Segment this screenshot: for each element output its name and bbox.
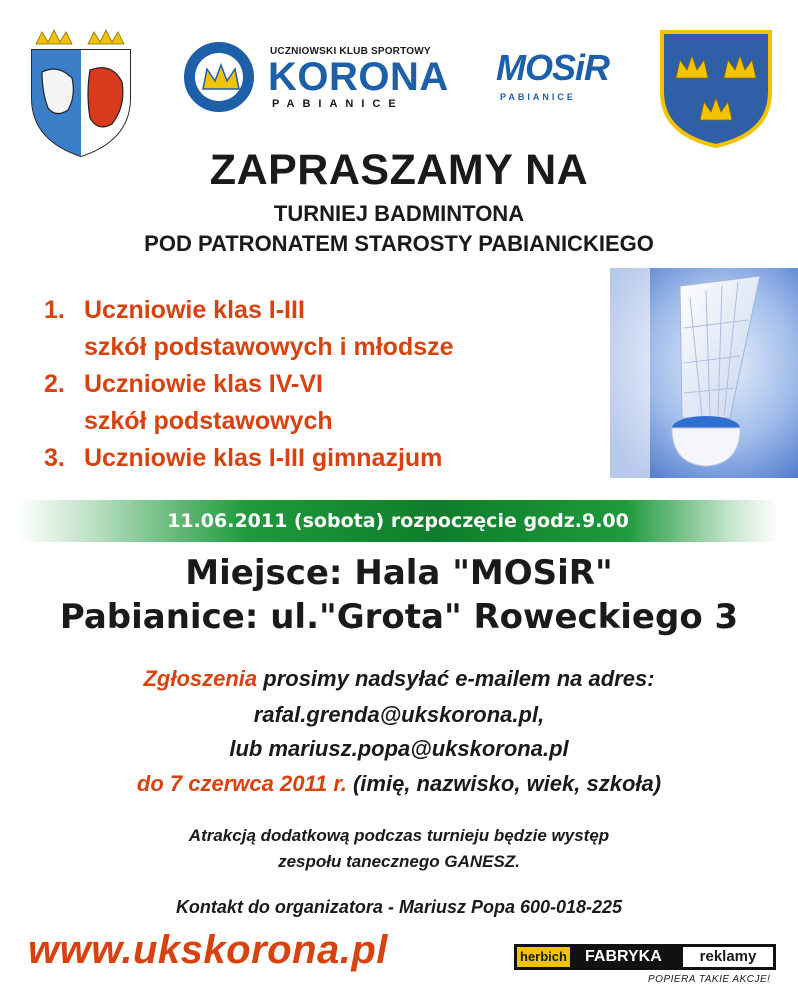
mosir-city: PABIANICE	[500, 92, 576, 102]
event-date-time: 11.06.2011 (sobota) rozpoczęcie godz.9.00	[167, 510, 629, 532]
event-title: TURNIEJ BADMINTONA	[273, 201, 525, 226]
mosir-logo	[496, 46, 620, 110]
date-banner	[18, 500, 778, 542]
category-2-line-1: 2. Uczniowie klas IV-VI	[44, 370, 323, 398]
three-crowns-coat-of-arms	[660, 30, 772, 148]
mosir-name: MOSiR	[496, 47, 610, 88]
fabryka-reklamy-logo	[514, 944, 776, 970]
korona-city: PABIANICE	[272, 98, 404, 110]
pabianice-county-coat-of-arms	[28, 28, 134, 158]
venue-hall: Miejsce: Hala "MOSiR"	[185, 553, 613, 593]
registration-deadline: do 7 czerwca 2011 r. (imię, nazwisko, wiek, szkoła)	[136, 771, 662, 796]
korona-logo	[184, 42, 460, 112]
category-2-line-2: szkół podstawowych	[84, 407, 333, 435]
sponsor-tagline: POPIERA TAKIE AKCJE!	[648, 974, 771, 985]
attraction-line-1: Atrakcją dodatkową podczas turnieju będzie występ	[188, 826, 610, 845]
registration-email-2[interactable]: lub mariusz.popa@ukskorona.pl	[229, 736, 569, 761]
organizer-contact: Kontakt do organizatora - Mariusz Popa 600-018-225	[175, 897, 623, 917]
category-1-line-2: szkół podstawowych i młodsze	[84, 333, 454, 361]
korona-club-type: UCZNIOWSKI KLUB SPORTOWY	[270, 46, 431, 57]
sponsor-reklamy: reklamy	[683, 947, 773, 967]
registration-email-1[interactable]: rafal.grenda@ukskorona.pl,	[253, 702, 545, 727]
invitation-headline: ZAPRASZAMY NA	[209, 146, 589, 194]
korona-badge	[184, 42, 254, 112]
korona-name: KORONA	[268, 55, 449, 99]
category-3-line-1: 3. Uczniowie klas I-III gimnazjum	[44, 444, 443, 472]
attraction-line-2: zespołu tanecznego GANESZ.	[278, 852, 520, 871]
website-link[interactable]: www.ukskorona.pl	[28, 928, 388, 972]
shuttlecock-image	[610, 268, 798, 478]
age-categories-list	[44, 292, 604, 477]
crown-icon	[201, 63, 241, 93]
venue-address: Pabianice: ul."Grota" Roweckiego 3	[59, 597, 739, 637]
sponsor-fabryka: FABRYKA	[585, 948, 662, 965]
sponsor-herbich: herbich	[517, 947, 570, 967]
category-1-line-1: 1. Uczniowie klas I-III	[44, 296, 305, 324]
registration-intro: Zgłoszenia prosimy nadsyłać e-mailem na adres:	[143, 666, 655, 691]
event-patronage: POD PATRONATEM STAROSTY PABIANICKIEGO	[144, 231, 654, 256]
